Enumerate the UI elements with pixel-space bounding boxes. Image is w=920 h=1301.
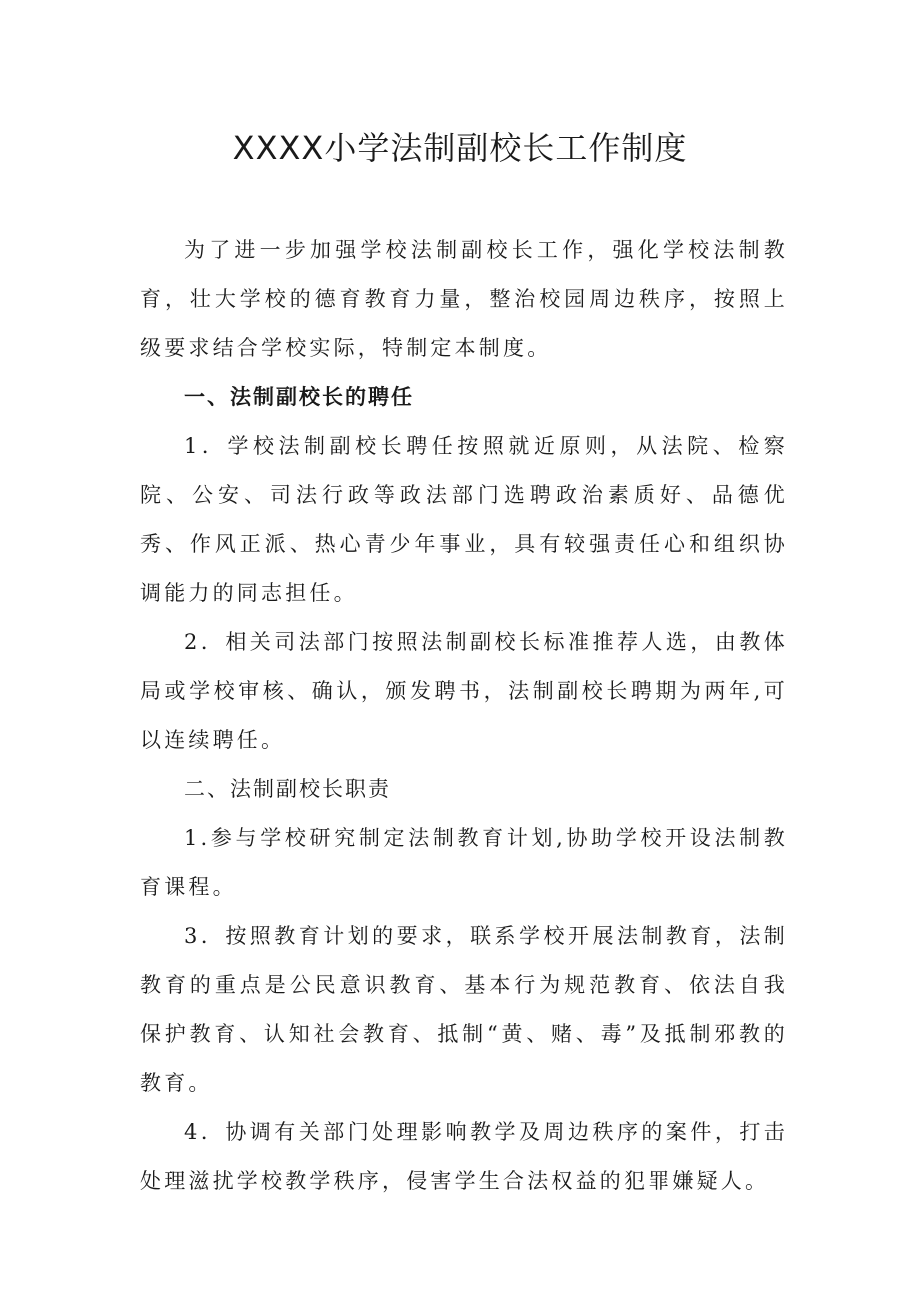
section-heading-duties: 二、法制副校长职责: [184, 777, 391, 801]
duties-item-1: 1.参与学校研究制定法制教育计划,协助学校开设法制教育课程。: [140, 826, 788, 899]
duties-item-4: 4．协调有关部门处理影响教学及周边秩序的案件，打击处理滋扰学校教学秩序，侵害学生合法权益的犯罪嫌疑人。: [140, 1120, 788, 1193]
intro-paragraph: 为了进一步加强学校法制副校长工作，强化学校法制教育，壮大学校的德育教育力量，整治校园周边秩序，按照上级要求结合学校实际，特制定本制度。: [140, 238, 788, 360]
appointment-item-2: 2．相关司法部门按照法制副校长标准推荐人选，由教体局或学校审核、确认，颁发聘书，法制副校长聘期为两年,可以连续聘任。: [140, 630, 788, 752]
appointment-item-1: 1．学校法制副校长聘任按照就近原则，从法院、检察院、公安、司法行政等政法部门选聘政治素质好、品德优秀、作风正派、热心青少年事业，具有较强责任心和组织协调能力的同志担任。: [140, 434, 788, 605]
document-title: XXXX小学法制副校长工作制度: [232, 129, 688, 167]
section-heading-appointment: 一、法制副校长的聘任: [184, 385, 414, 409]
duties-item-3: 3．按照教育计划的要求，联系学校开展法制教育，法制教育的重点是公民意识教育、基本行为规范教育、依法自我保护教育、认知社会教育、抵制“黄、赌、毒”及抵制邪教的教育。: [140, 924, 788, 1095]
document-body: [140, 226, 788, 1206]
